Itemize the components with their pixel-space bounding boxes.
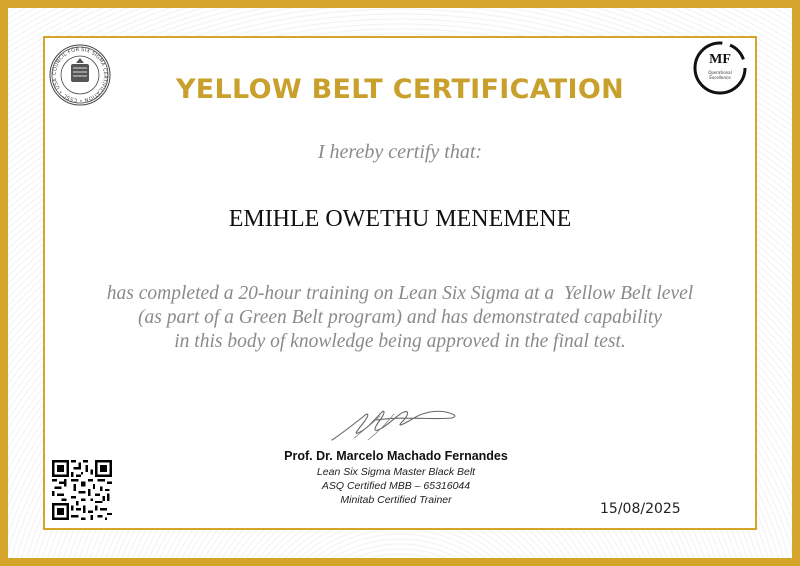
qr-code-icon — [52, 460, 112, 520]
signature-icon — [324, 402, 464, 444]
certificate-title: YELLOW BELT CERTIFICATION — [175, 74, 625, 105]
issue-date: 15/08/2025 — [600, 501, 681, 517]
body-line-3: in this body of knowledge being approved in the final test. — [174, 331, 626, 352]
body-line-1: has completed a 20-hour training on Lean Six Sigma at a Yellow Belt level — [106, 283, 694, 304]
recipient-name: EMIHLE OWETHU MENEMENE — [228, 206, 572, 232]
signer-title-1: Lean Six Sigma Master Black Belt — [316, 466, 476, 478]
signer-title-3: Minitab Certified Trainer — [340, 494, 452, 506]
logo-initials: MF — [709, 52, 731, 67]
seal-ring-text: COUNCIL FOR SIX SIGMA CERTIFICATION • CSSC • USA — [51, 46, 109, 104]
certify-text: I hereby certify that: — [317, 141, 483, 163]
signer-title-2: ASQ Certified MBB – 65316044 — [321, 480, 471, 492]
logo-subtitle-2: Excellence — [709, 75, 731, 80]
signer-name: Prof. Dr. Marcelo Machado Fernandes — [284, 449, 508, 463]
body-line-2: (as part of a Green Belt program) and has demonstrated capability — [138, 307, 662, 328]
certificate-body — [0, 282, 800, 354]
logo-subtitle-1: Operational — [708, 70, 732, 75]
